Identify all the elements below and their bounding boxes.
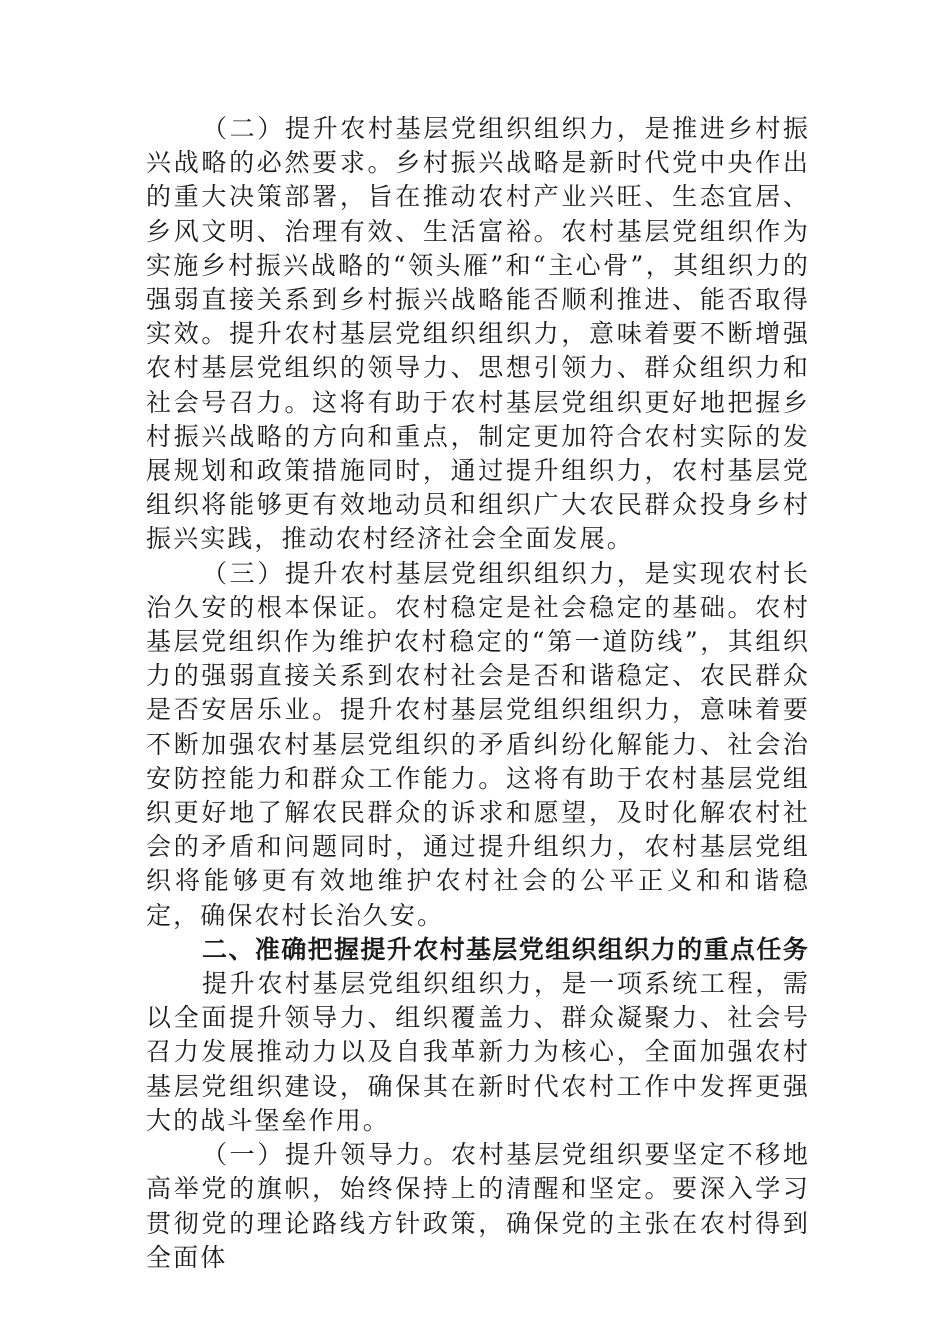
paragraph-long-term-stability: （三）提升农村基层党组织组织力，是实现农村长治久安的根本保证。农村稳定是社会稳定的基础。农村基层党组织作为维护农村稳定的“第一道防线”，其组织力的强弱直接关系到农村社会是否和谐稳定、农民群众是否安居乐业。提升农村基层党组织组织力，意味着要不断加强农村基层党组织的矛盾纠纷化解能力、社会治安防控能力和群众工作能力。这将有助于农村基层党组织更好地了解农民群众的诉求和愿望，及时化解农村社会的矛盾和问题同时，通过提升组织力，农村基层党组织将能够更有效地维护农村社会的公平正义和和谐稳定，确保农村长治久安。 (146, 558, 810, 930)
section-heading: 二、准确把握提升农村基层党组织组织力的重点任务 (202, 934, 810, 964)
document-page (146, 112, 810, 1275)
paragraph-item-leadership: （一）提升领导力。农村基层党组织要坚定不移地高举党的旗帜，始终保持上的清醒和坚定。要深入学习贯彻党的理论路线方针政策，确保党的主张在农村得到全面体 (146, 1140, 810, 1272)
paragraph-section-intro: 提升农村基层党组织组织力，是一项系统工程，需以全面提升领导力、组织覆盖力、群众凝聚力、社会号召力发展推动力以及自我革新力为核心，全面加强农村基层党组织建设，确保其在新时代农村工作中发挥更强大的战斗堡垒作用。 (146, 969, 810, 1135)
paragraph-rural-revitalization: （二）提升农村基层党组织组织力，是推进乡村振兴战略的必然要求。乡村振兴战略是新时代党中央作出的重大决策部署，旨在推动农村产业兴旺、生态宜居、乡风文明、治理有效、生活富裕。农村基层党组织作为实施乡村振兴战略的“领头雁”和“主心骨”，其组织力的强弱直接关系到乡村振兴战略能否顺利推进、能否取得实效。提升农村基层党组织组织力，意味着要不断增强农村基层党组织的领导力、思想引领力、群众组织力和社会号召力。这将有助于农村基层党组织更好地把握乡村振兴战略的方向和重点，制定更加符合农村实际的发展规划和政策措施同时，通过提升组织力，农村基层党组织将能够更有效地动员和组织广大农民群众投身乡村振兴实践，推动农村经济社会全面发展。 (146, 114, 810, 554)
